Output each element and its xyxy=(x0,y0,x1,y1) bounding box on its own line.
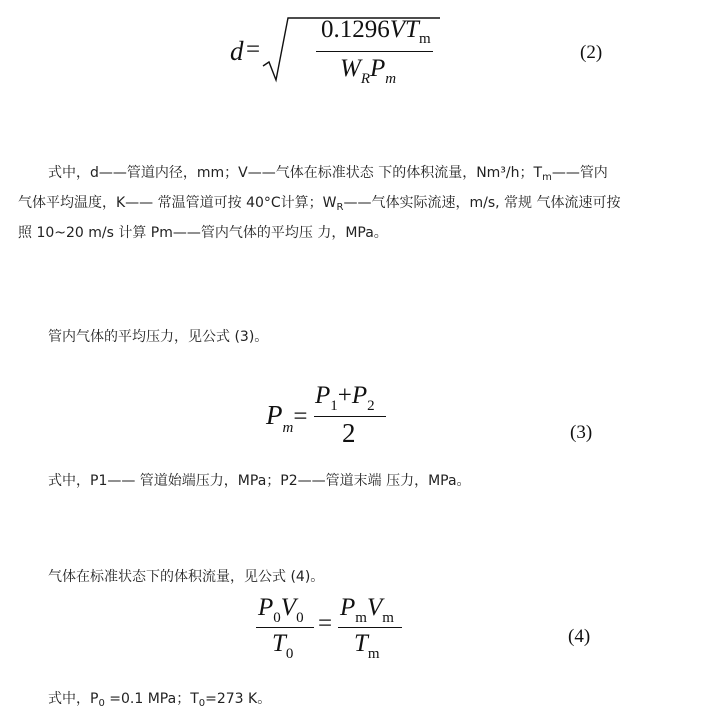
eq4-tm-sub: m xyxy=(367,646,380,662)
eq2-num-vars: VT xyxy=(389,16,419,43)
eq3-number: (3) xyxy=(570,422,593,443)
eq3-num-p2-sub: 2 xyxy=(367,398,375,414)
para1-line1-text: 式中，d——管道内径，mm；V——气体在标准状态 下的体积流量，Nm³/h；T xyxy=(48,165,543,181)
eq3-lhs xyxy=(266,400,308,436)
equation-3 xyxy=(0,370,727,460)
para5-sub-p0: 0 xyxy=(98,698,105,709)
para1-line1-sub: m xyxy=(542,172,552,183)
eq4-left-denominator xyxy=(272,630,294,662)
eq3-num-plus: + xyxy=(337,382,352,409)
equation-2 xyxy=(0,0,727,100)
para1-line2 xyxy=(18,188,718,218)
para5-text-a: 式中，P xyxy=(48,691,99,707)
para1-line2-end: ——气体实际流速，m/s, 常规 气体流速可按 xyxy=(343,195,621,211)
para1-line2-sub: R xyxy=(336,202,344,213)
para5-sub-t0: 0 xyxy=(198,698,206,709)
eq4-p0-sub: 0 xyxy=(273,610,281,626)
eq3-denominator: 2 xyxy=(342,418,356,448)
eq4-right-denominator xyxy=(354,630,380,662)
eq2-den-w: W xyxy=(340,55,361,82)
para1-line1 xyxy=(18,158,718,188)
eq2-num-const: 0.1296 xyxy=(321,16,390,43)
eq4-left-numerator xyxy=(258,594,304,626)
eq4-p0: P xyxy=(258,594,274,621)
eq4-vm: V xyxy=(366,594,383,621)
eq3-num-p2: P xyxy=(351,382,368,409)
paragraph-definitions-eq3: 式中，P1—— 管道始端压力，MPa；P2——管道末端 压力，MPa。 xyxy=(48,473,471,489)
eq2-lhs-d: d xyxy=(230,36,244,66)
eq2-numerator xyxy=(321,16,431,47)
para1-line3: 照 10~20 m/s 计算 Pm——管内气体的平均压 力，MPa。 xyxy=(18,225,388,241)
para5-text-c: =273 K。 xyxy=(205,691,272,707)
eq4-right-fraction-line xyxy=(338,627,402,628)
paragraph-eq3-intro: 管内气体的平均压力，见公式 (3)。 xyxy=(48,329,269,345)
eq3-equals: = xyxy=(293,403,308,430)
eq3-num-p1: P xyxy=(315,382,331,409)
para5-text-b: =0.1 MPa；T xyxy=(104,691,199,707)
eq2-den-w-sub: R xyxy=(360,71,370,87)
eq4-t0: T xyxy=(272,630,286,657)
eq2-den-p: P xyxy=(370,55,386,82)
eq2-number: (2) xyxy=(580,42,603,63)
paragraph-eq4-intro: 气体在标准状态下的体积流量，见公式 (4)。 xyxy=(48,569,325,585)
eq2-equals: = xyxy=(246,36,261,63)
eq3-lhs-sub: m xyxy=(282,420,294,436)
eq4-pm-sub: m xyxy=(355,610,367,626)
paragraph-definitions-eq4 xyxy=(48,684,271,714)
eq4-right-numerator xyxy=(340,594,394,626)
eq2-denominator xyxy=(340,55,397,87)
eq4-vm-sub: m xyxy=(382,610,394,626)
eq4-v0: V xyxy=(280,594,297,621)
eq2-den-p-sub: m xyxy=(385,71,397,87)
para1-line2-text: 气体平均温度，K—— 常温管道可按 40°C计算；W xyxy=(18,195,337,211)
eq3-num-p1-sub: 1 xyxy=(330,398,338,414)
eq2-num-sub: m xyxy=(418,31,431,47)
eq4-equals: = xyxy=(318,610,333,637)
eq4-left-fraction-line xyxy=(256,627,314,628)
eq4-pm: P xyxy=(340,594,356,621)
paragraph-definitions-eq2 xyxy=(18,158,718,248)
eq4-number: (4) xyxy=(568,626,591,647)
eq4-tm: T xyxy=(354,630,368,657)
eq2-fraction-line xyxy=(316,51,433,52)
eq3-lhs-p: P xyxy=(266,400,283,430)
eq4-v0-sub: 0 xyxy=(296,610,304,626)
eq4-t0-sub: 0 xyxy=(285,646,294,662)
equation-4 xyxy=(0,590,727,670)
para1-line1-end: ——管内 xyxy=(551,165,608,181)
eq3-numerator xyxy=(315,382,375,414)
